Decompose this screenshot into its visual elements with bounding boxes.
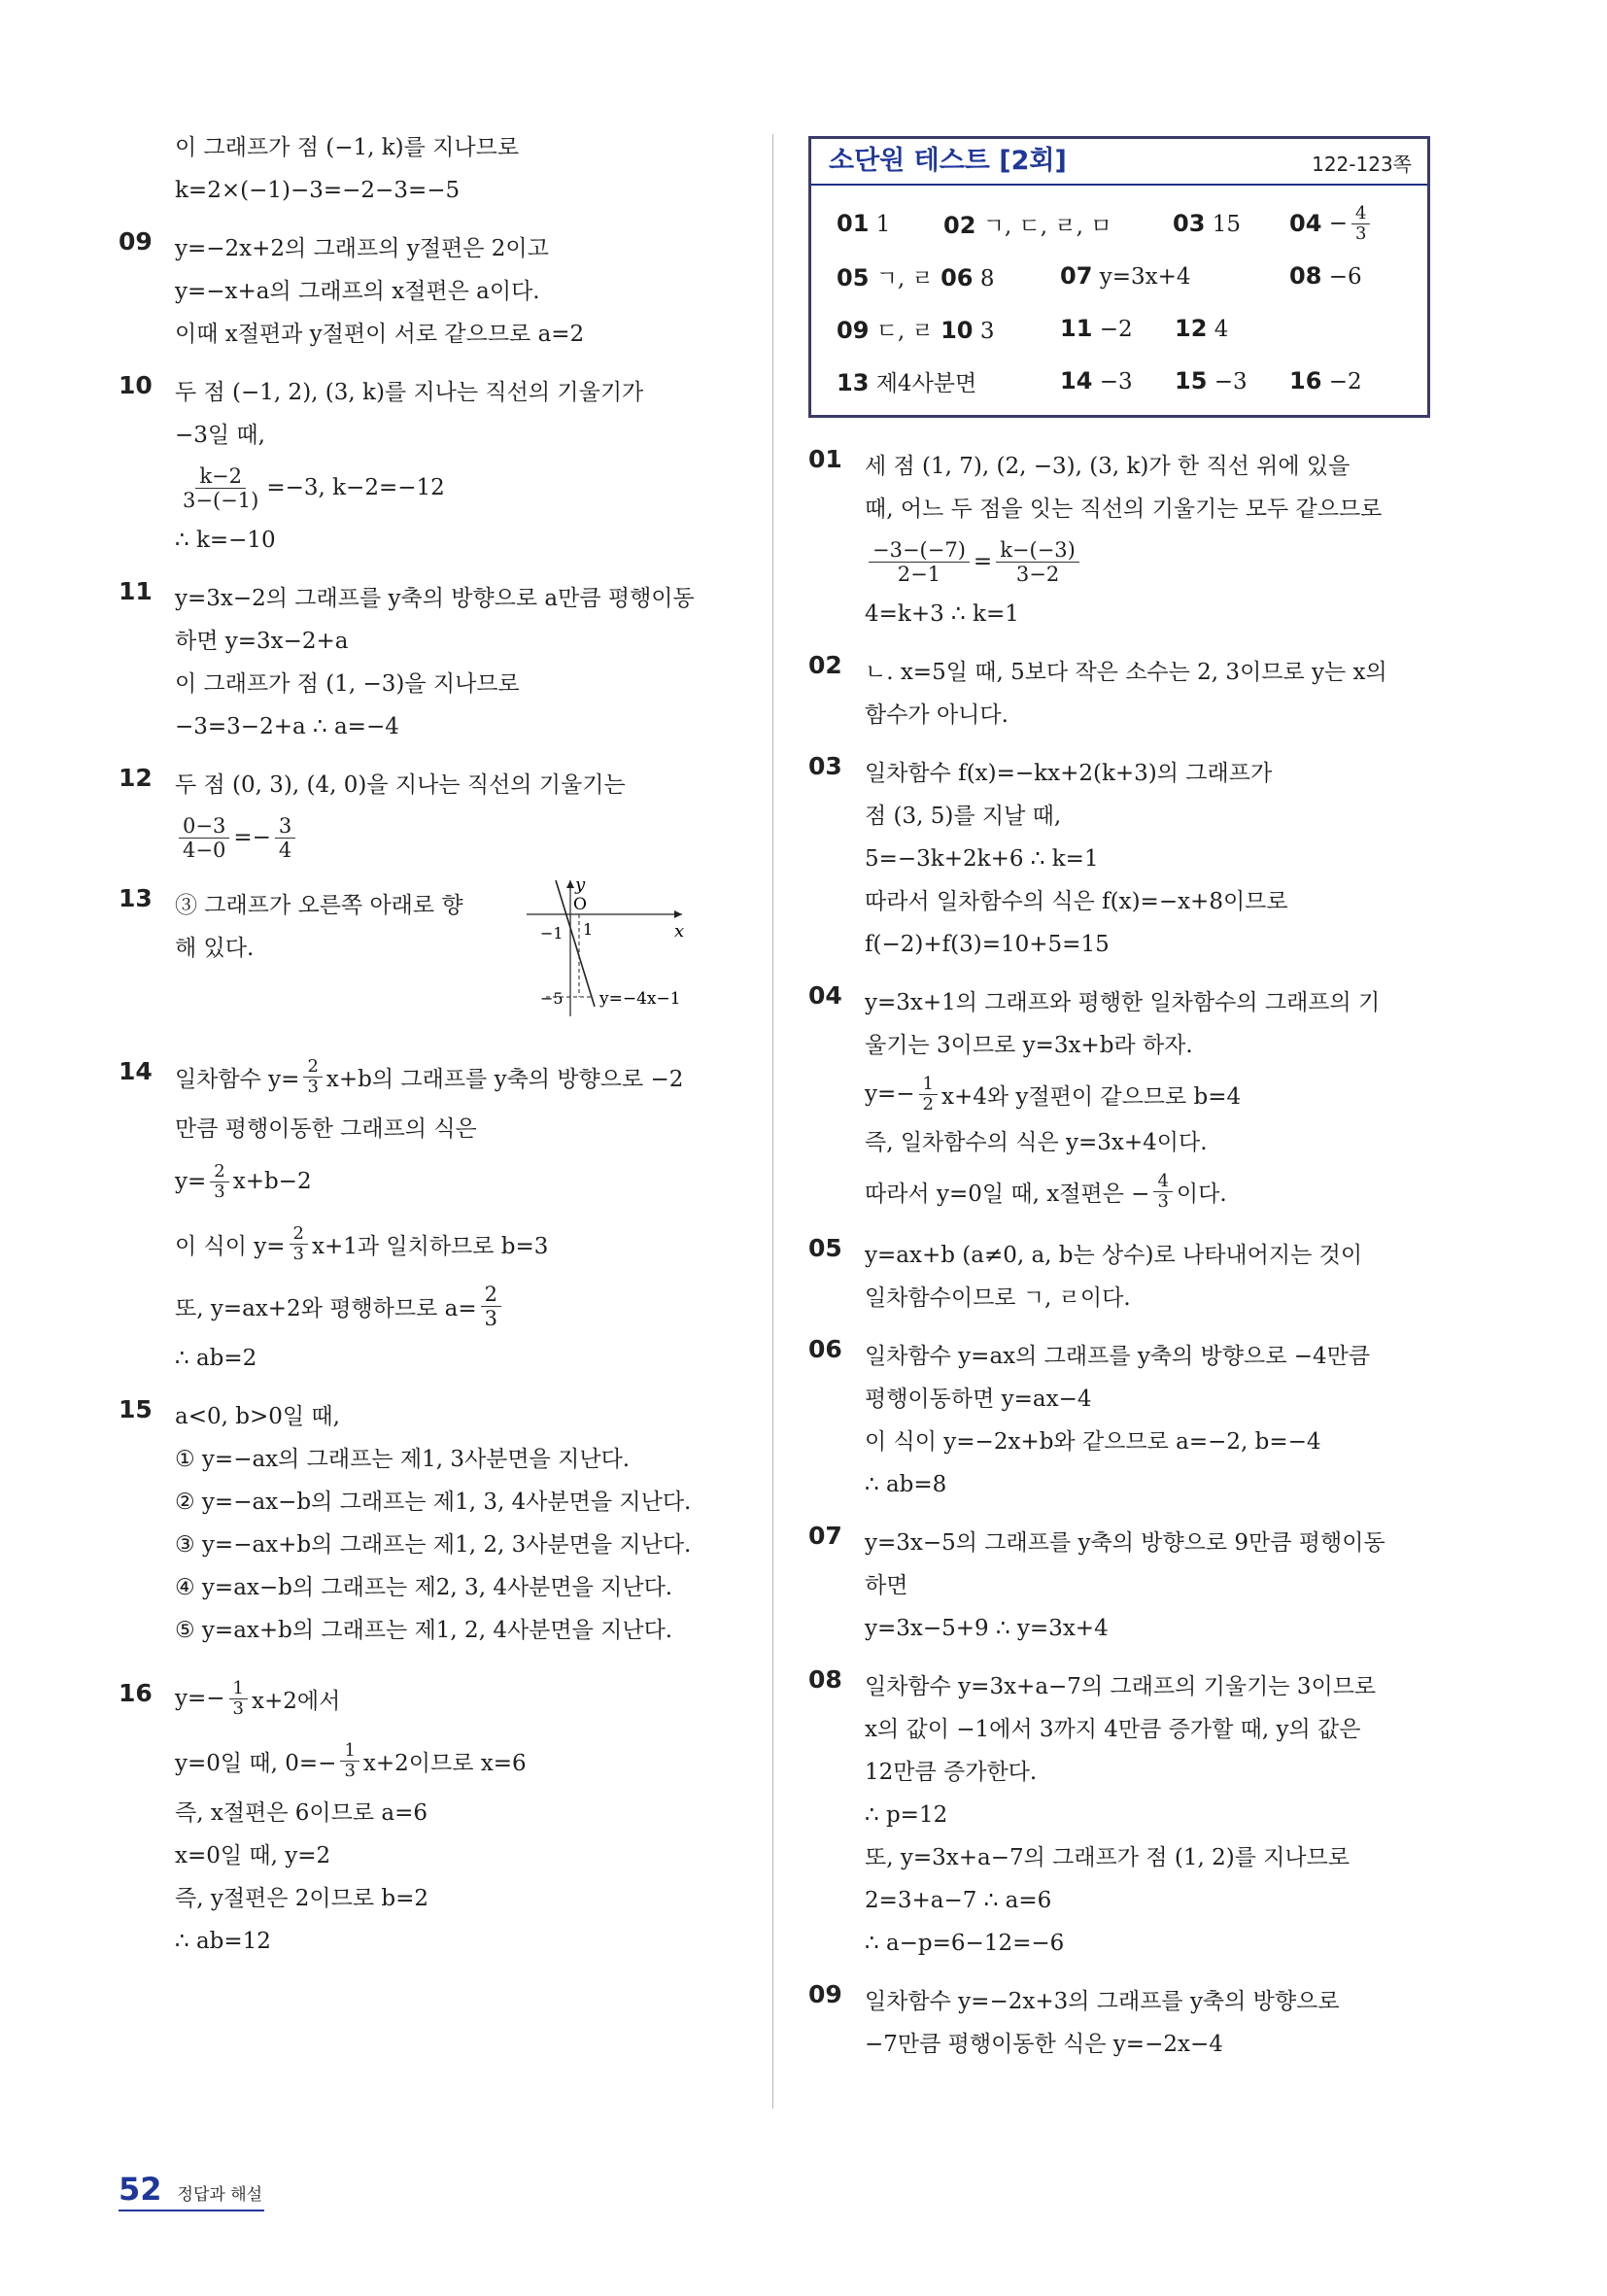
denominator: 3 [232, 1697, 244, 1719]
answer-item: 16 −2 [1289, 367, 1362, 394]
denominator: 3−(−1) [183, 488, 259, 512]
text-line: x의 값이 −1에서 3까지 4만큼 증가할 때, y의 값은 [865, 1717, 1361, 1742]
fraction [303, 1057, 322, 1097]
problem-number: 12 [119, 764, 153, 792]
text-line: 이 그래프가 점 (1, −3)을 지나므로 [175, 671, 520, 697]
fraction: $\frac{4}{3}$ [1351, 204, 1370, 244]
problem-16 [119, 1667, 740, 1963]
text-line: 즉, 일차함수의 식은 y=3x+4이다. [865, 1130, 1208, 1155]
x-axis-arrow [674, 910, 682, 918]
fraction [919, 1075, 938, 1114]
fraction [275, 814, 295, 862]
text-part: x+1과 일치하므로 b=3 [312, 1233, 549, 1259]
answer-item: 05 ㄱ, ㄹ 06 8 [837, 263, 995, 291]
problem-number: 09 [119, 227, 153, 256]
problem-11 [119, 577, 740, 748]
column-divider [772, 134, 773, 2108]
equation-line [175, 1213, 740, 1275]
text-line: 점 (3, 5)를 지날 때, [865, 804, 1062, 829]
answer-row [837, 197, 1410, 250]
text-line: y=3x−2의 그래프를 y축의 방향으로 a만큼 평행이동 [175, 586, 695, 611]
problem-15 [119, 1395, 740, 1652]
text-line: ㄴ. x=5일 때, 5보다 작은 소수는 2, 3이므로 y는 x의 [865, 660, 1387, 685]
numerator: 1 [229, 1679, 248, 1699]
y-axis-arrow [566, 880, 574, 888]
equation-line [865, 1067, 1430, 1121]
equation-line [175, 1045, 740, 1108]
problem-r03 [808, 752, 1430, 966]
equation-line [175, 457, 740, 519]
text-part: 이다. [1176, 1181, 1227, 1207]
denominator: 3 [484, 1306, 497, 1330]
text-line: ② y=−ax−b의 그래프는 제1, 3, 4사분면을 지난다. [175, 1490, 692, 1515]
conclusion: ∴ ab=2 [175, 1346, 257, 1371]
tick-label: −5 [540, 989, 564, 1008]
problem-r05 [808, 1234, 1430, 1319]
tick-label: −1 [540, 924, 564, 942]
answer-item: 12 4 [1175, 315, 1229, 342]
text-line: −3일 때, [175, 423, 265, 448]
text-line: 해 있다. [175, 936, 255, 961]
left-column [119, 126, 740, 1978]
problem-r01 [808, 445, 1430, 635]
problem-12 [119, 764, 740, 869]
answer-row [837, 250, 1410, 302]
problem-r09 [808, 1980, 1430, 2066]
text-line: ∴ ab=8 [865, 1472, 947, 1497]
problem-r07 [808, 1522, 1430, 1650]
text-line: 일차함수 y=−2x+3의 그래프를 y축의 방향으로 [865, 1989, 1340, 2014]
text-part: 또, y=ax+2와 평행하므로 a= [175, 1295, 477, 1321]
text-part: y= [175, 1169, 207, 1194]
x-axis-label: x [674, 921, 685, 942]
equation-label: y=−4x−1 [599, 989, 681, 1009]
problem-number: 01 [808, 445, 842, 473]
page-footer [119, 2171, 262, 2208]
text-line: k=2×(−1)−3=−2−3=−5 [175, 178, 461, 203]
answer-row [837, 355, 1410, 407]
text-part: x+4와 y절편이 같으므로 b=4 [941, 1083, 1242, 1110]
numerator: −3−(−7) [869, 538, 970, 563]
answer-box [808, 136, 1430, 418]
numerator: 2 [303, 1057, 322, 1078]
text-part: 일차함수 y= [175, 1066, 300, 1092]
problem-number: 08 [808, 1665, 842, 1694]
text-line: 4=k+3 ∴ k=1 [865, 601, 1019, 627]
problem-number: 02 [808, 651, 842, 679]
line-graph [527, 871, 740, 1026]
text-line: y=3x−5의 그래프를 y축의 방향으로 9만큼 평행이동 [865, 1530, 1385, 1556]
fraction [210, 1162, 228, 1202]
text-line: f(−2)+f(3)=10+5=15 [865, 932, 1110, 957]
numerator: k−2 [195, 464, 246, 489]
text-line: 하면 y=3x−2+a [175, 629, 349, 654]
text-line: 이 식이 y=−2x+b와 같으므로 a=−2, b=−4 [865, 1429, 1321, 1455]
numerator: 4 [1153, 1172, 1172, 1192]
conclusion: ∴ ab=12 [175, 1929, 271, 1954]
text-line: 만큼 평행이동한 그래프의 식은 [175, 1116, 477, 1142]
numerator: 2 [210, 1162, 228, 1182]
text-line: 또, y=3x+a−7의 그래프가 점 (1, 2)를 지나므로 [865, 1845, 1351, 1870]
problem-10 [119, 371, 740, 562]
fraction [1153, 1172, 1172, 1212]
text-line: y=3x+1의 그래프와 평행한 일차함수의 그래프의 기 [865, 990, 1381, 1015]
numerator: 2 [290, 1224, 308, 1245]
text-part: = [973, 549, 993, 574]
problem-number: 03 [808, 752, 842, 780]
problem-r06 [808, 1335, 1430, 1506]
footer-rule [119, 2210, 264, 2211]
problem-r04 [808, 981, 1430, 1218]
equation-mid: =− [233, 825, 271, 850]
page-number: 52 [119, 2171, 162, 2208]
text-line: y=−2x+2의 그래프의 y절편은 2이고 [175, 236, 549, 261]
answer-item: 07 y=3x+4 [1060, 262, 1191, 290]
y-axis-label: y [575, 874, 586, 895]
answer-box-pages: 122-123쪽 [1312, 153, 1412, 176]
problem-number: 16 [119, 1679, 153, 1707]
denominator: 3 [292, 1243, 304, 1264]
answer-item: 09 ㄷ, ㄹ 10 3 [837, 316, 995, 344]
tick-label: 1 [583, 920, 594, 939]
text-line: x=0일 때, y=2 [175, 1843, 331, 1868]
text-line: a<0, b>0일 때, [175, 1404, 340, 1429]
answer-item: 02 ㄱ, ㄷ, ㄹ, ㅁ [943, 211, 1112, 239]
problem-number: 09 [808, 1980, 842, 2008]
text-line: y=3x−5+9 ∴ y=3x+4 [865, 1616, 1109, 1641]
equation-rest: =−3, k−2=−12 [266, 475, 445, 500]
text-line: ① y=−ax의 그래프는 제1, 3사분면을 지난다. [175, 1447, 631, 1472]
numerator: 1 [919, 1075, 938, 1095]
text-part: 이 식이 y= [175, 1233, 286, 1259]
text-line: 때, 어느 두 점을 잇는 직선의 기울기는 모두 같으므로 [865, 497, 1383, 522]
text-line: ∴ p=12 [865, 1802, 948, 1828]
answer-item: 01 1 [837, 210, 891, 237]
footer-label: 정답과 해설 [177, 2185, 263, 2205]
denominator: 3 [214, 1181, 225, 1202]
equation-line [175, 806, 740, 869]
problem-r02 [808, 651, 1430, 737]
numerator: k−(−3) [996, 538, 1079, 563]
text-line: 즉, x절편은 6이므로 a=6 [175, 1800, 427, 1826]
text-line: 일차함수이므로 ㄱ, ㄹ이다. [865, 1285, 1131, 1311]
text-line: 일차함수 y=ax의 그래프를 y축의 방향으로 −4만큼 [865, 1344, 1371, 1369]
text-line: ⑤ y=ax+b의 그래프는 제1, 2, 4사분면을 지난다. [175, 1618, 673, 1643]
text-part: x+b−2 [232, 1169, 312, 1194]
answer-item: 14 −3 [1060, 367, 1133, 394]
denominator: 4 [278, 838, 292, 862]
equation-line [865, 531, 1430, 593]
fraction [481, 1283, 501, 1330]
text-line: ④ y=ax−b의 그래프는 제2, 3, 4사분면을 지난다. [175, 1575, 673, 1600]
problem-14 [119, 1045, 740, 1380]
numerator: 3 [275, 814, 295, 839]
denominator: 3 [307, 1076, 319, 1097]
text-line: ③ 그래프가 오른쪽 아래로 향 [175, 893, 463, 918]
text-line: 따라서 일차함수의 식은 f(x)=−x+8이므로 [865, 889, 1288, 914]
text-line: 두 점 (0, 3), (4, 0)을 지나는 직선의 기울기는 [175, 772, 626, 798]
denominator: 2 [922, 1093, 934, 1114]
answer-item: 15 −3 [1175, 367, 1248, 394]
text-line: ∴ a−p=6−12=−6 [865, 1931, 1065, 1956]
fraction [290, 1224, 308, 1264]
text-line: 평행이동하면 y=ax−4 [865, 1387, 1092, 1412]
text-line: 일차함수 y=3x+a−7의 그래프의 기울기는 3이므로 [865, 1674, 1377, 1699]
fraction [229, 1679, 248, 1719]
answer-grid [811, 186, 1427, 415]
text-line: 이 그래프가 점 (−1, k)를 지나므로 [175, 135, 520, 160]
text-part: y=− [175, 1686, 225, 1711]
answer-box-header [811, 139, 1427, 186]
numerator: 1 [340, 1741, 359, 1762]
answer-row [837, 302, 1410, 355]
denominator: 3 [344, 1760, 356, 1781]
text-part: y=0일 때, 0=− [175, 1750, 337, 1776]
text-part: x+2이므로 x=6 [362, 1750, 527, 1776]
problem-r08 [808, 1665, 1430, 1965]
text-line: y=ax+b (a≠0, a, b는 상수)로 나타내어지는 것이 [865, 1243, 1363, 1268]
text-line: 이때 x절편과 y절편이 서로 같으므로 a=2 [175, 322, 585, 347]
text-line: ③ y=−ax+b의 그래프는 제1, 2, 3사분면을 지난다. [175, 1532, 692, 1558]
equation-line [175, 1667, 740, 1730]
text-part: 따라서 y=0일 때, x절편은 − [865, 1181, 1150, 1207]
fraction [996, 538, 1079, 586]
text-part: y=− [865, 1081, 915, 1107]
text-line: 울기는 3이므로 y=3x+b라 하자. [865, 1033, 1193, 1058]
equation-line [175, 1730, 740, 1792]
text-part: x+2에서 [252, 1688, 341, 1714]
fraction [869, 538, 970, 586]
denominator: 3 [1157, 1190, 1169, 1212]
problem-13 [119, 874, 740, 1030]
answer-item: 13 제4사분면 [837, 368, 977, 396]
problem-number: 13 [119, 884, 153, 912]
answer-item: 03 15 [1173, 210, 1241, 237]
equation-line [175, 1275, 740, 1337]
answer-box-title: 소단원 테스트 [2회] [829, 146, 1067, 176]
text-line: 즉, y절편은 2이므로 b=2 [175, 1886, 429, 1911]
problem-09 [119, 227, 740, 356]
problem-number: 14 [119, 1057, 153, 1085]
numerator: 0−3 [179, 814, 229, 839]
text-line: 2=3+a−7 ∴ a=6 [865, 1888, 1052, 1913]
text-line: −3=3−2+a ∴ a=−4 [175, 714, 399, 739]
answer-item: 08 −6 [1289, 262, 1362, 290]
problem-number: 06 [808, 1335, 842, 1363]
origin-label: O [573, 895, 587, 914]
conclusion: ∴ k=−10 [175, 528, 276, 553]
fraction [179, 814, 229, 862]
numerator: 2 [481, 1283, 501, 1307]
text-line: 함수가 아니다. [865, 703, 1009, 728]
fraction [340, 1741, 359, 1781]
problem-number: 05 [808, 1234, 842, 1262]
denominator: 2−1 [897, 562, 941, 586]
text-line: 하면 [865, 1573, 908, 1598]
continuation-block [119, 126, 740, 212]
problem-number: 11 [119, 577, 153, 605]
problem-number: 07 [808, 1522, 842, 1550]
fraction [179, 464, 262, 512]
problem-number: 04 [808, 981, 842, 1010]
text-line: −7만큼 평행이동한 식은 y=−2x−4 [865, 2032, 1223, 2057]
text-line: 12만큼 증가한다. [865, 1760, 1038, 1785]
text-line: 두 점 (−1, 2), (3, k)를 지나는 직선의 기울기가 [175, 380, 644, 405]
equation-line [865, 1164, 1430, 1218]
text-line: 5=−3k+2k+6 ∴ k=1 [865, 846, 1099, 872]
equation-line [175, 1150, 740, 1213]
answer-item: 11 −2 [1060, 315, 1133, 342]
text-line: y=−x+a의 그래프의 x절편은 a이다. [175, 279, 540, 304]
right-column [808, 136, 1430, 2081]
text-line: 일차함수 f(x)=−kx+2(k+3)의 그래프가 [865, 761, 1273, 786]
problem-number: 15 [119, 1395, 153, 1423]
denominator: 3−2 [1015, 562, 1060, 586]
problem-number: 10 [119, 371, 153, 399]
answer-item: 04 − $\frac{4}{3}$ [1289, 204, 1374, 244]
text-line: 세 점 (1, 7), (2, −3), (3, k)가 한 직선 위에 있을 [865, 454, 1351, 479]
denominator: 4−0 [183, 838, 226, 862]
text-part: x+b의 그래프를 y축의 방향으로 −2 [325, 1066, 684, 1092]
graph-figure [527, 871, 740, 1032]
